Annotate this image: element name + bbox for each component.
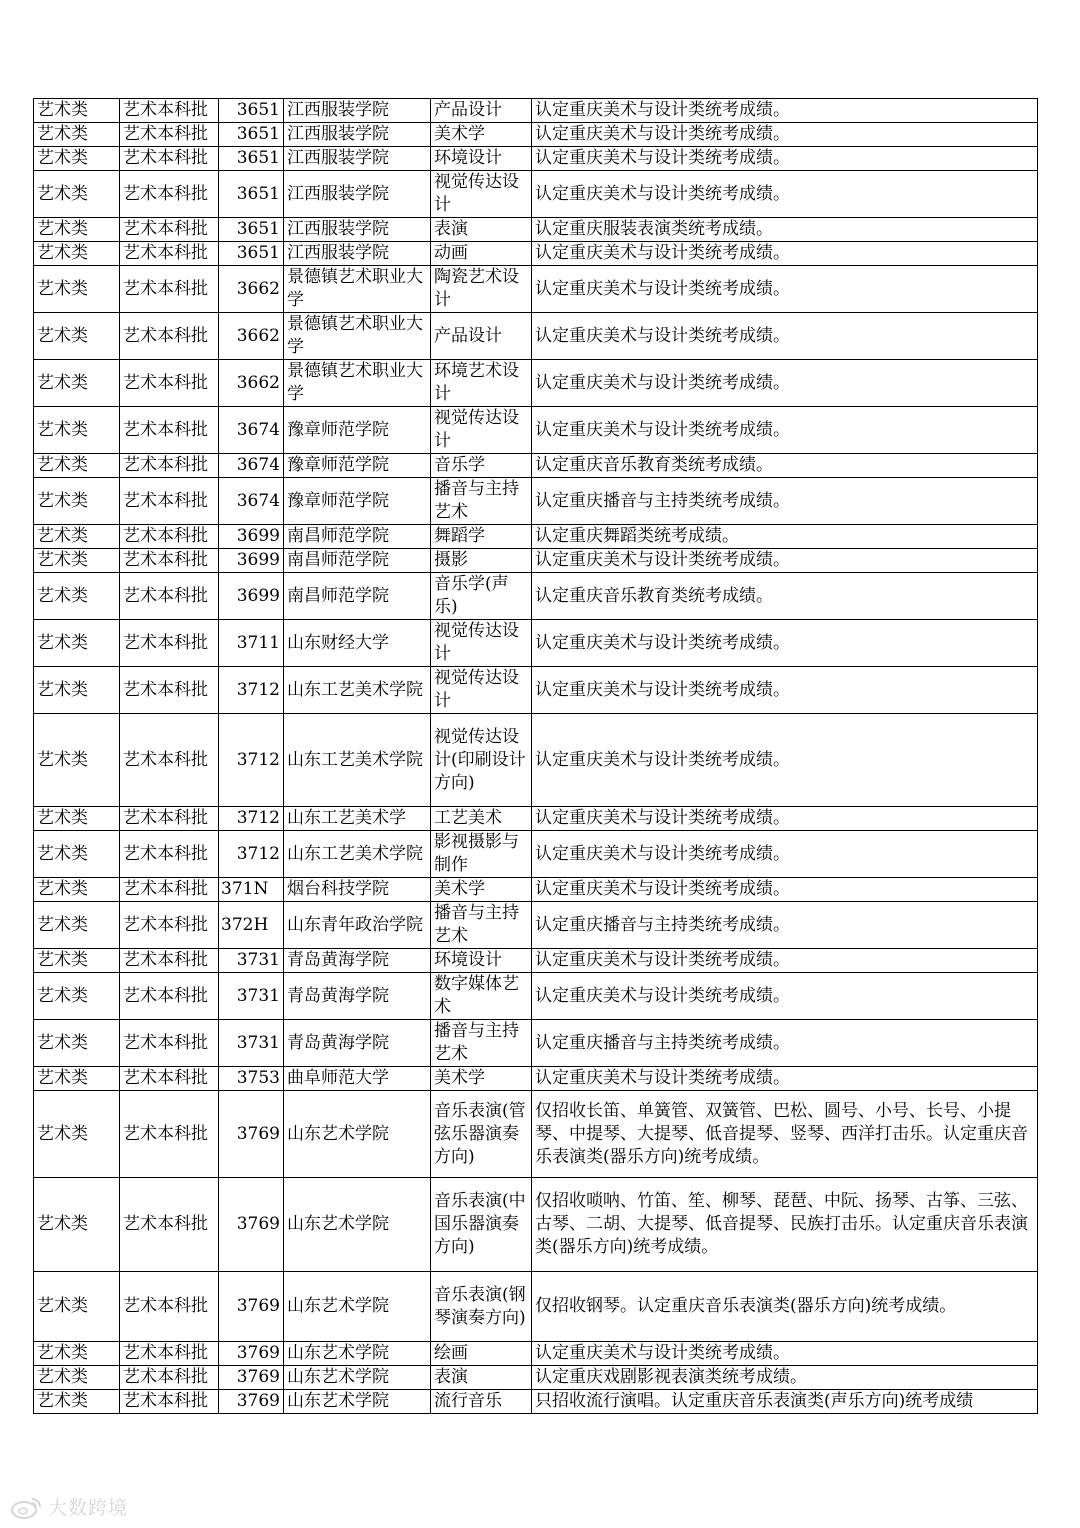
cell-school: 景德镇艺术职业大学	[284, 266, 431, 313]
cell-batch: 艺术本科批	[120, 1272, 219, 1342]
cell-category: 艺术类	[34, 1020, 120, 1067]
cell-code: 3769	[219, 1091, 284, 1178]
cell-category: 艺术类	[34, 242, 120, 266]
table-row	[34, 549, 1038, 573]
table-row	[34, 949, 1038, 973]
cell-category: 艺术类	[34, 807, 120, 831]
cell-major: 环境设计	[431, 949, 532, 973]
cell-major: 表演	[431, 218, 532, 242]
cell-school: 山东工艺美术学院	[284, 667, 431, 714]
cell-school: 景德镇艺术职业大学	[284, 360, 431, 407]
cell-code: 3769	[219, 1390, 284, 1414]
cell-category: 艺术类	[34, 266, 120, 313]
table-row	[34, 1091, 1038, 1178]
cell-batch: 艺术本科批	[120, 902, 219, 949]
cell-code: 3753	[219, 1067, 284, 1091]
cell-school: 景德镇艺术职业大学	[284, 313, 431, 360]
cell-category: 艺术类	[34, 831, 120, 878]
cell-category: 艺术类	[34, 1067, 120, 1091]
cell-major: 产品设计	[431, 99, 532, 123]
cell-code: 3699	[219, 573, 284, 620]
table-row	[34, 1366, 1038, 1390]
table-row	[34, 266, 1038, 313]
cell-category: 艺术类	[34, 620, 120, 667]
cell-school: 南昌师范学院	[284, 573, 431, 620]
cell-school: 江西服装学院	[284, 99, 431, 123]
cell-code: 3651	[219, 99, 284, 123]
cell-category: 艺术类	[34, 902, 120, 949]
cell-note: 认定重庆播音与主持类统考成绩。	[532, 478, 1038, 525]
cell-school: 山东艺术学院	[284, 1178, 431, 1272]
cell-school: 山东工艺美术学院	[284, 714, 431, 807]
cell-code: 3674	[219, 478, 284, 525]
cell-batch: 艺术本科批	[120, 1067, 219, 1091]
cell-category: 艺术类	[34, 454, 120, 478]
table-row	[34, 218, 1038, 242]
cell-category: 艺术类	[34, 218, 120, 242]
cell-note: 认定重庆音乐教育类统考成绩。	[532, 573, 1038, 620]
cell-major: 陶瓷艺术设计	[431, 266, 532, 313]
cell-major: 视觉传达设计	[431, 667, 532, 714]
cell-school: 山东工艺美术学院	[284, 831, 431, 878]
table-body	[34, 99, 1038, 1414]
cell-major: 环境艺术设计	[431, 360, 532, 407]
table-row	[34, 454, 1038, 478]
cell-school: 青岛黄海学院	[284, 949, 431, 973]
cell-major: 环境设计	[431, 147, 532, 171]
cell-school: 江西服装学院	[284, 218, 431, 242]
cell-code: 3651	[219, 123, 284, 147]
cell-category: 艺术类	[34, 573, 120, 620]
table-row	[34, 1020, 1038, 1067]
cell-school: 山东工艺美术学	[284, 807, 431, 831]
cell-category: 艺术类	[34, 549, 120, 573]
cell-school: 江西服装学院	[284, 123, 431, 147]
table-row	[34, 807, 1038, 831]
cell-major: 视觉传达设计	[431, 407, 532, 454]
cell-note: 认定重庆美术与设计类统考成绩。	[532, 171, 1038, 218]
cell-note: 认定重庆美术与设计类统考成绩。	[532, 620, 1038, 667]
cell-major: 视觉传达设计(印刷设计方向)	[431, 714, 532, 807]
cell-code: 3769	[219, 1272, 284, 1342]
cell-major: 视觉传达设计	[431, 620, 532, 667]
cell-category: 艺术类	[34, 1272, 120, 1342]
cell-category: 艺术类	[34, 1366, 120, 1390]
cell-code: 372H	[219, 902, 284, 949]
cell-code: 3712	[219, 831, 284, 878]
cell-batch: 艺术本科批	[120, 878, 219, 902]
cell-major: 播音与主持艺术	[431, 1020, 532, 1067]
cell-batch: 艺术本科批	[120, 973, 219, 1020]
cell-category: 艺术类	[34, 1342, 120, 1366]
cell-major: 舞蹈学	[431, 525, 532, 549]
cell-major: 流行音乐	[431, 1390, 532, 1414]
cell-major: 产品设计	[431, 313, 532, 360]
cell-note: 认定重庆美术与设计类统考成绩。	[532, 667, 1038, 714]
cell-category: 艺术类	[34, 147, 120, 171]
cell-code: 3712	[219, 807, 284, 831]
cell-category: 艺术类	[34, 714, 120, 807]
watermark	[10, 1493, 128, 1520]
cell-category: 艺术类	[34, 667, 120, 714]
cell-major: 音乐表演(钢琴演奏方向)	[431, 1272, 532, 1342]
cell-school: 南昌师范学院	[284, 525, 431, 549]
table-row	[34, 123, 1038, 147]
cell-category: 艺术类	[34, 123, 120, 147]
cell-note: 认定重庆美术与设计类统考成绩。	[532, 123, 1038, 147]
cell-batch: 艺术本科批	[120, 1390, 219, 1414]
cell-batch: 艺术本科批	[120, 123, 219, 147]
cell-category: 艺术类	[34, 878, 120, 902]
cell-school: 青岛黄海学院	[284, 1020, 431, 1067]
cell-code: 3674	[219, 407, 284, 454]
cell-note: 认定重庆戏剧影视表演类统考成绩。	[532, 1366, 1038, 1390]
table-row	[34, 242, 1038, 266]
table-row	[34, 1390, 1038, 1414]
cell-category: 艺术类	[34, 478, 120, 525]
cell-note: 认定重庆美术与设计类统考成绩。	[532, 549, 1038, 573]
cell-batch: 艺术本科批	[120, 714, 219, 807]
cell-major: 动画	[431, 242, 532, 266]
weibo-logo-icon	[10, 1495, 44, 1519]
table-row	[34, 1178, 1038, 1272]
cell-note: 仅招收钢琴。认定重庆音乐表演类(器乐方向)统考成绩。	[532, 1272, 1038, 1342]
cell-major: 音乐表演(管弦乐器演奏方向)	[431, 1091, 532, 1178]
cell-note: 认定重庆舞蹈类统考成绩。	[532, 525, 1038, 549]
cell-batch: 艺术本科批	[120, 1091, 219, 1178]
cell-school: 曲阜师范大学	[284, 1067, 431, 1091]
cell-category: 艺术类	[34, 99, 120, 123]
cell-category: 艺术类	[34, 525, 120, 549]
cell-category: 艺术类	[34, 313, 120, 360]
cell-school: 山东艺术学院	[284, 1091, 431, 1178]
cell-school: 豫章师范学院	[284, 407, 431, 454]
cell-code: 3731	[219, 949, 284, 973]
watermark-text: 大数跨境	[48, 1497, 129, 1519]
cell-code: 3699	[219, 549, 284, 573]
table-row	[34, 313, 1038, 360]
cell-code: 3674	[219, 454, 284, 478]
cell-category: 艺术类	[34, 949, 120, 973]
cell-category: 艺术类	[34, 1091, 120, 1178]
cell-major: 美术学	[431, 878, 532, 902]
table-row	[34, 147, 1038, 171]
cell-category: 艺术类	[34, 973, 120, 1020]
cell-code: 3651	[219, 242, 284, 266]
cell-code: 3662	[219, 266, 284, 313]
table-row	[34, 360, 1038, 407]
cell-note: 认定重庆美术与设计类统考成绩。	[532, 407, 1038, 454]
cell-note: 仅招收唢呐、竹笛、笙、柳琴、琵琶、中阮、扬琴、古筝、三弦、古琴、二胡、大提琴、低音提琴、民族打击乐。认定重庆音乐表演类(器乐方向)统考成绩。	[532, 1178, 1038, 1272]
table-row	[34, 99, 1038, 123]
cell-note: 认定重庆服装表演类统考成绩。	[532, 218, 1038, 242]
cell-note: 认定重庆美术与设计类统考成绩。	[532, 807, 1038, 831]
cell-batch: 艺术本科批	[120, 478, 219, 525]
cell-school: 山东艺术学院	[284, 1366, 431, 1390]
cell-major: 美术学	[431, 123, 532, 147]
cell-major: 影视摄影与制作	[431, 831, 532, 878]
table-row	[34, 973, 1038, 1020]
cell-school: 山东青年政治学院	[284, 902, 431, 949]
cell-note: 认定重庆美术与设计类统考成绩。	[532, 973, 1038, 1020]
table-row	[34, 620, 1038, 667]
cell-code: 3699	[219, 525, 284, 549]
table-row	[34, 831, 1038, 878]
table-row	[34, 573, 1038, 620]
cell-code: 3651	[219, 171, 284, 218]
cell-major: 视觉传达设计	[431, 171, 532, 218]
cell-note: 认定重庆美术与设计类统考成绩。	[532, 1342, 1038, 1366]
cell-note: 认定重庆美术与设计类统考成绩。	[532, 714, 1038, 807]
cell-batch: 艺术本科批	[120, 807, 219, 831]
cell-code: 3712	[219, 667, 284, 714]
cell-batch: 艺术本科批	[120, 573, 219, 620]
cell-major: 播音与主持艺术	[431, 902, 532, 949]
cell-note: 认定重庆美术与设计类统考成绩。	[532, 147, 1038, 171]
cell-major: 绘画	[431, 1342, 532, 1366]
cell-school: 山东艺术学院	[284, 1390, 431, 1414]
cell-note: 仅招收长笛、单簧管、双簧管、巴松、圆号、小号、长号、小提琴、中提琴、大提琴、低音提琴、竖琴、西洋打击乐。认定重庆音乐表演类(器乐方向)统考成绩。	[532, 1091, 1038, 1178]
cell-category: 艺术类	[34, 171, 120, 218]
cell-batch: 艺术本科批	[120, 454, 219, 478]
cell-note: 认定重庆播音与主持类统考成绩。	[532, 902, 1038, 949]
cell-batch: 艺术本科批	[120, 242, 219, 266]
cell-batch: 艺术本科批	[120, 407, 219, 454]
cell-code: 3662	[219, 360, 284, 407]
cell-batch: 艺术本科批	[120, 171, 219, 218]
cell-major: 数字媒体艺术	[431, 973, 532, 1020]
table-row	[34, 902, 1038, 949]
cell-batch: 艺术本科批	[120, 218, 219, 242]
cell-batch: 艺术本科批	[120, 147, 219, 171]
cell-school: 山东艺术学院	[284, 1342, 431, 1366]
table-row	[34, 714, 1038, 807]
cell-school: 南昌师范学院	[284, 549, 431, 573]
cell-batch: 艺术本科批	[120, 313, 219, 360]
table-row	[34, 1067, 1038, 1091]
cell-note: 认定重庆美术与设计类统考成绩。	[532, 949, 1038, 973]
cell-batch: 艺术本科批	[120, 99, 219, 123]
table-row	[34, 1272, 1038, 1342]
cell-major: 摄影	[431, 549, 532, 573]
cell-note: 认定重庆美术与设计类统考成绩。	[532, 266, 1038, 313]
cell-major: 表演	[431, 1366, 532, 1390]
cell-category: 艺术类	[34, 1178, 120, 1272]
cell-code: 3731	[219, 1020, 284, 1067]
cell-note: 认定重庆美术与设计类统考成绩。	[532, 831, 1038, 878]
cell-note: 认定重庆美术与设计类统考成绩。	[532, 1067, 1038, 1091]
table-row	[34, 478, 1038, 525]
cell-major: 音乐表演(中国乐器演奏方向)	[431, 1178, 532, 1272]
cell-note: 认定重庆美术与设计类统考成绩。	[532, 360, 1038, 407]
cell-code: 3662	[219, 313, 284, 360]
cell-batch: 艺术本科批	[120, 620, 219, 667]
cell-major: 音乐学	[431, 454, 532, 478]
cell-code: 3731	[219, 973, 284, 1020]
cell-school: 山东艺术学院	[284, 1272, 431, 1342]
table-row	[34, 878, 1038, 902]
cell-batch: 艺术本科批	[120, 1366, 219, 1390]
cell-code: 371N	[219, 878, 284, 902]
cell-school: 江西服装学院	[284, 171, 431, 218]
cell-note: 认定重庆音乐教育类统考成绩。	[532, 454, 1038, 478]
cell-major: 工艺美术	[431, 807, 532, 831]
cell-batch: 艺术本科批	[120, 667, 219, 714]
cell-code: 3711	[219, 620, 284, 667]
cell-code: 3651	[219, 218, 284, 242]
cell-batch: 艺术本科批	[120, 360, 219, 407]
cell-note: 认定重庆美术与设计类统考成绩。	[532, 99, 1038, 123]
table-row	[34, 407, 1038, 454]
cell-batch: 艺术本科批	[120, 1020, 219, 1067]
admission-table	[33, 98, 1038, 1414]
cell-batch: 艺术本科批	[120, 831, 219, 878]
cell-note: 只招收流行演唱。认定重庆音乐表演类(声乐方向)统考成绩	[532, 1390, 1038, 1414]
cell-code: 3769	[219, 1178, 284, 1272]
cell-code: 3712	[219, 714, 284, 807]
cell-note: 认定重庆播音与主持类统考成绩。	[532, 1020, 1038, 1067]
cell-batch: 艺术本科批	[120, 1342, 219, 1366]
cell-major: 播音与主持艺术	[431, 478, 532, 525]
cell-school: 江西服装学院	[284, 147, 431, 171]
cell-major: 美术学	[431, 1067, 532, 1091]
cell-batch: 艺术本科批	[120, 549, 219, 573]
cell-batch: 艺术本科批	[120, 1178, 219, 1272]
cell-category: 艺术类	[34, 1390, 120, 1414]
cell-batch: 艺术本科批	[120, 949, 219, 973]
cell-school: 豫章师范学院	[284, 478, 431, 525]
table-row	[34, 667, 1038, 714]
cell-category: 艺术类	[34, 360, 120, 407]
cell-code: 3769	[219, 1366, 284, 1390]
cell-school: 豫章师范学院	[284, 454, 431, 478]
table-row	[34, 1342, 1038, 1366]
cell-note: 认定重庆美术与设计类统考成绩。	[532, 313, 1038, 360]
cell-school: 烟台科技学院	[284, 878, 431, 902]
table-row	[34, 525, 1038, 549]
cell-school: 江西服装学院	[284, 242, 431, 266]
cell-batch: 艺术本科批	[120, 266, 219, 313]
cell-school: 青岛黄海学院	[284, 973, 431, 1020]
cell-category: 艺术类	[34, 407, 120, 454]
cell-code: 3651	[219, 147, 284, 171]
cell-school: 山东财经大学	[284, 620, 431, 667]
cell-note: 认定重庆美术与设计类统考成绩。	[532, 878, 1038, 902]
table-row	[34, 171, 1038, 218]
cell-batch: 艺术本科批	[120, 525, 219, 549]
cell-note: 认定重庆美术与设计类统考成绩。	[532, 242, 1038, 266]
cell-major: 音乐学(声乐)	[431, 573, 532, 620]
cell-code: 3769	[219, 1342, 284, 1366]
